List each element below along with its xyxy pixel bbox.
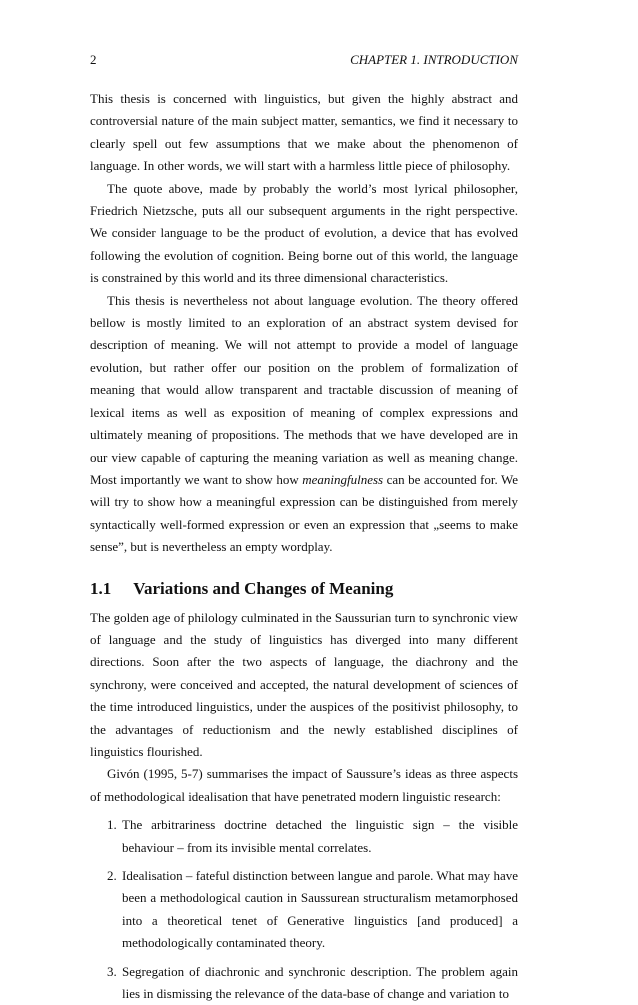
list-item: 3. Segregation of diachronic and synchronic description. The problem again lies in dismissing the relevance of the data-base of change and variation to xyxy=(120,961,518,1005)
section-heading xyxy=(90,579,518,599)
paragraph-3-text-a: This thesis is nevertheless not about language evolution. The theory offered bellow is mostly limited to an exploration of an abstract system devised for description of meaning. We will not attempt to provide a model of language evolution, but rather offer our position on the problem of formalization of meaning that would allow transparent and tractable discussion of meaning of lexical items as well as exposition of meaning of complex expressions and ultimately meaning of propositions. The methods that we have developed are in our view capable of capturing the meaning variation as well as meaning change. Most importantly we want to show how xyxy=(90,292,518,487)
page-number: 2 xyxy=(90,52,97,67)
aspects-list xyxy=(90,814,518,1005)
chapter-title: CHAPTER 1. INTRODUCTION xyxy=(350,52,518,67)
paragraph-3-text-b: can be accounted for. We will try to show how a meaningful expression can be distinguished from merely syntactically well-formed expression or even an expression that „seems to make sense”, but is nevertheless an empty wordplay. xyxy=(90,471,518,555)
list-item: 1. The arbitrariness doctrine detached the linguistic sign – the visible behaviour – from its invisible mental correlates. xyxy=(120,814,518,859)
body-paragraph-1: This thesis is concerned with linguistics, but given the highly abstract and controversial nature of the main subject matter, semantics, we find it necessary to clearly spell out few assumptions that we make about the phenomenon of language. In other words, we will start with a harmless little piece of philosophy. xyxy=(90,91,518,174)
body-paragraph-2: The quote above, made by probably the world’s most lyrical philosopher, Friedrich Nietzsche, puts all our subsequent arguments in the right perspective. We consider language to be the product of evolution, a device that has evolved following the evolution of cognition. Being borne out of this world, the language is constrained by this world and its three dimensional characteristics. xyxy=(90,180,518,286)
section-title: Variations and Changes of Meaning xyxy=(133,578,394,598)
emphasis-meaningfulness: meaningfulness xyxy=(302,471,384,487)
section-paragraph-1: The golden age of philology culminated in the Saussurian turn to synchronic view of language and the study of linguistics has diverged into many different directions. Soon after the two aspects of language, the diachrony and the synchrony, were conceived and accepted, the natural development of sciences of the time introduced linguistics, under the auspices of the positivist philosophy, to the advantages of reductionism and the newly established disciplines of linguistics flourished. xyxy=(90,609,518,759)
running-head xyxy=(90,52,518,68)
list-item: 2. Idealisation – fateful distinction between langue and parole. What may have been a methodological caution in Saussurean structuralism metamorphosed into a theoretical tenet of Generative linguistics [and produced] a methodologically contaminated theory. xyxy=(120,865,518,955)
body-paragraph-3 xyxy=(90,290,518,559)
section-number: 1.1 xyxy=(90,578,112,598)
section-paragraph-2: Givón (1995, 5-7) summarises the impact of Saussure’s ideas as three aspects of methodological idealisation that have penetrated modern linguistic research: xyxy=(90,766,518,804)
